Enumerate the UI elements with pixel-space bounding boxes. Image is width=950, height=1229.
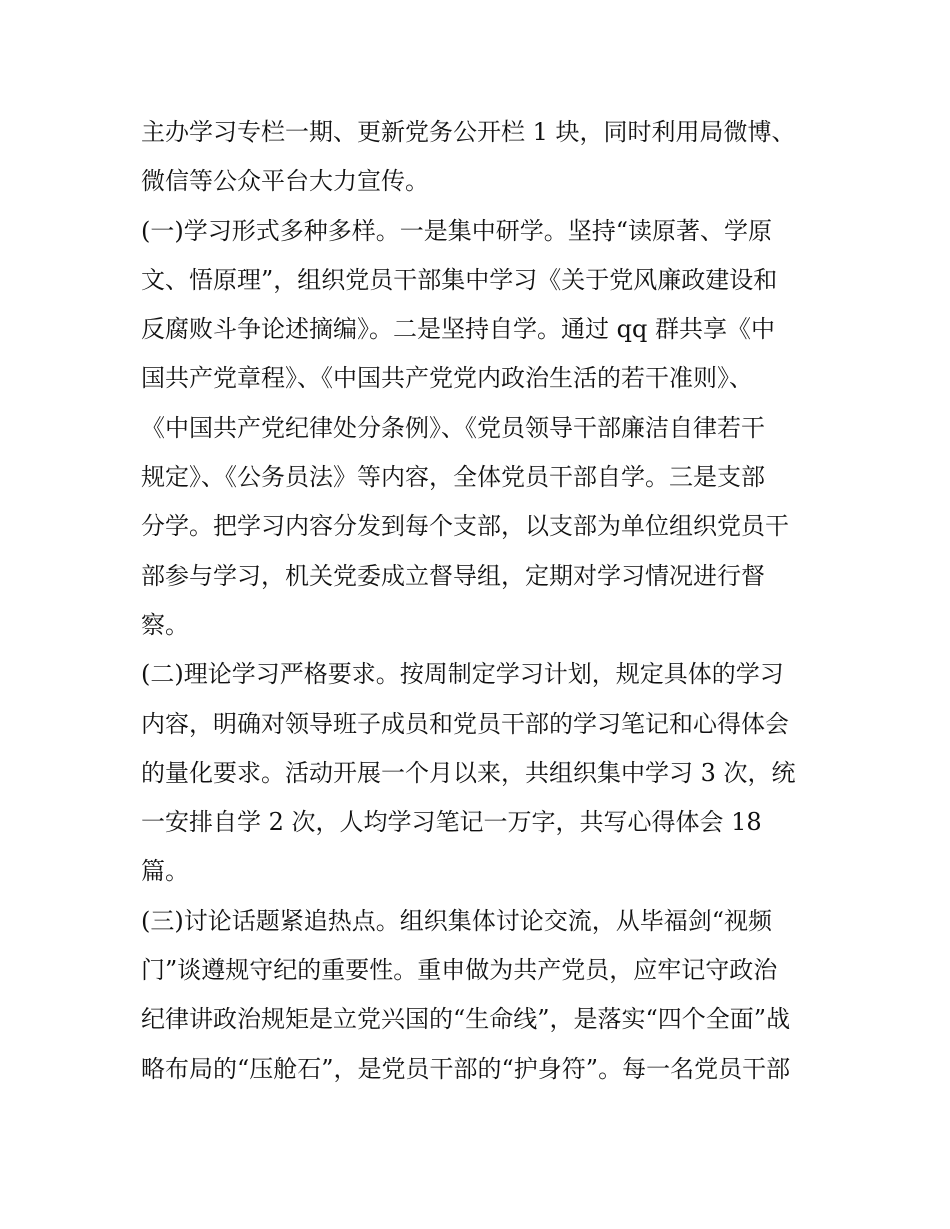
text-line: 主办学习专栏一期、更新党务公开栏 1 块，同时利用局微博、: [141, 118, 796, 146]
text-line: (二)理论学习严格要求。按周制定学习计划，规定具体的学习: [141, 660, 784, 689]
text-line: 微信等公众平台大力宣传。: [141, 167, 429, 196]
text-line: (一)学习形式多种多样。一是集中研学。坚持“读原著、学原: [141, 216, 772, 245]
text-line: 纪律讲政治规矩是立党兴国的“生命线”，是落实“四个全面”战: [141, 1005, 791, 1034]
text-line: 一安排自学 2 次，人均学习笔记一万字，共写心得体会 18: [141, 808, 762, 837]
text-line: 文、悟原理”，组织党员干部集中学习《关于党风廉政建设和: [141, 265, 778, 294]
body-text: [141, 108, 821, 1094]
text-line: 内容，明确对领导班子成员和党员干部的学习笔记和心得体会: [141, 709, 789, 738]
text-line: 察。: [141, 610, 189, 639]
text-line: 的量化要求。活动开展一个月以来，共组织集中学习 3 次，统: [141, 758, 796, 787]
text-line: 反腐败斗争论述摘编》。二是坚持自学。通过 qq 群共享《中: [141, 315, 775, 344]
text-line: 门”谈遵规守纪的重要性。重申做为共产党员，应牢记守政治: [141, 956, 778, 985]
text-line: 部参与学习，机关党委成立督导组，定期对学习情况进行督: [141, 561, 765, 590]
text-line: 分学。把学习内容分发到每个支部，以支部为单位组织党员干: [141, 512, 789, 541]
text-line: 国共产党章程》、《中国共产党党内政治生活的若干准则》、: [141, 364, 753, 393]
text-line: 略布局的“压舱石”，是党员干部的“护身符”。每一名党员干部: [141, 1054, 791, 1083]
text-line: 《中国共产党纪律处分条例》、《党员领导干部廉洁自律若干: [141, 413, 765, 442]
text-line: (三)讨论话题紧追热点。组织集体讨论交流，从毕福剑“视频: [141, 906, 772, 935]
text-line: 规定》、《公务员法》等内容，全体党员干部自学。三是支部: [141, 463, 765, 492]
text-line: 篇。: [141, 857, 189, 886]
